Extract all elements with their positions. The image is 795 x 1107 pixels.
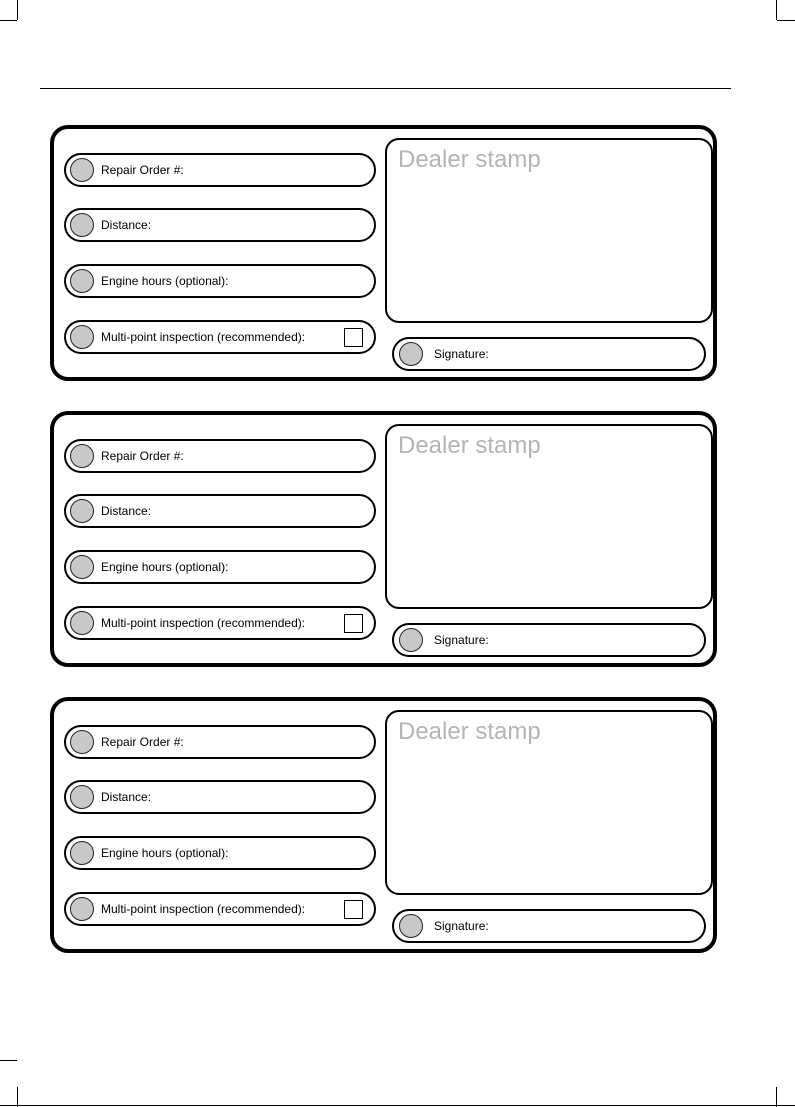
crop-mark: [0, 20, 17, 21]
crop-mark: [776, 1087, 777, 1107]
crop-mark: [17, 0, 18, 20]
crop-mark: [17, 1087, 18, 1107]
distance-label: Distance:: [101, 218, 152, 232]
repair-order-field[interactable]: [64, 153, 376, 187]
field-bullet-icon: [399, 342, 423, 366]
distance-field[interactable]: [64, 494, 376, 528]
field-bullet-icon: [70, 444, 94, 468]
engine-hours-label: Engine hours (optional):: [101, 846, 229, 860]
dealer-stamp-label: Dealer stamp: [398, 432, 541, 459]
crop-mark: [0, 1105, 795, 1106]
engine-hours-label: Engine hours (optional):: [101, 560, 229, 574]
crop-mark: [0, 1060, 17, 1061]
field-bullet-icon: [70, 730, 94, 754]
field-bullet-icon: [399, 628, 423, 652]
field-bullet-icon: [70, 158, 94, 182]
engine-hours-field[interactable]: [64, 836, 376, 870]
crop-mark: [777, 20, 795, 21]
inspection-checkbox[interactable]: [344, 900, 363, 919]
distance-label: Distance:: [101, 790, 152, 804]
dealer-stamp-area: [385, 424, 713, 609]
engine-hours-field[interactable]: [64, 264, 376, 298]
signature-label: Signature:: [434, 347, 489, 361]
inspection-checkbox[interactable]: [344, 614, 363, 633]
field-bullet-icon: [70, 897, 94, 921]
repair-order-field[interactable]: [64, 439, 376, 473]
field-bullet-icon: [70, 499, 94, 523]
service-record-card: [50, 125, 717, 381]
distance-label: Distance:: [101, 504, 152, 518]
inspection-label: Multi-point inspection (recommended):: [101, 616, 306, 630]
inspection-checkbox[interactable]: [344, 328, 363, 347]
header-rule: [40, 88, 731, 89]
inspection-field: [64, 606, 376, 640]
distance-field[interactable]: [64, 780, 376, 814]
engine-hours-label: Engine hours (optional):: [101, 274, 229, 288]
crop-mark: [776, 0, 777, 20]
field-bullet-icon: [70, 611, 94, 635]
dealer-stamp-area: [385, 138, 713, 323]
signature-field[interactable]: [392, 337, 706, 371]
inspection-field: [64, 892, 376, 926]
signature-field[interactable]: [392, 623, 706, 657]
dealer-stamp-label: Dealer stamp: [398, 146, 541, 173]
field-bullet-icon: [70, 325, 94, 349]
repair-order-label: Repair Order #:: [101, 449, 184, 463]
field-bullet-icon: [70, 841, 94, 865]
engine-hours-field[interactable]: [64, 550, 376, 584]
repair-order-label: Repair Order #:: [101, 163, 184, 177]
field-bullet-icon: [399, 914, 423, 938]
distance-field[interactable]: [64, 208, 376, 242]
service-record-card: [50, 411, 717, 667]
signature-label: Signature:: [434, 633, 489, 647]
repair-order-label: Repair Order #:: [101, 735, 184, 749]
inspection-field: [64, 320, 376, 354]
inspection-label: Multi-point inspection (recommended):: [101, 902, 306, 916]
signature-field[interactable]: [392, 909, 706, 943]
field-bullet-icon: [70, 269, 94, 293]
dealer-stamp-area: [385, 710, 713, 895]
inspection-label: Multi-point inspection (recommended):: [101, 330, 306, 344]
service-record-card: [50, 697, 717, 953]
field-bullet-icon: [70, 555, 94, 579]
field-bullet-icon: [70, 785, 94, 809]
field-bullet-icon: [70, 213, 94, 237]
repair-order-field[interactable]: [64, 725, 376, 759]
dealer-stamp-label: Dealer stamp: [398, 718, 541, 745]
signature-label: Signature:: [434, 919, 489, 933]
